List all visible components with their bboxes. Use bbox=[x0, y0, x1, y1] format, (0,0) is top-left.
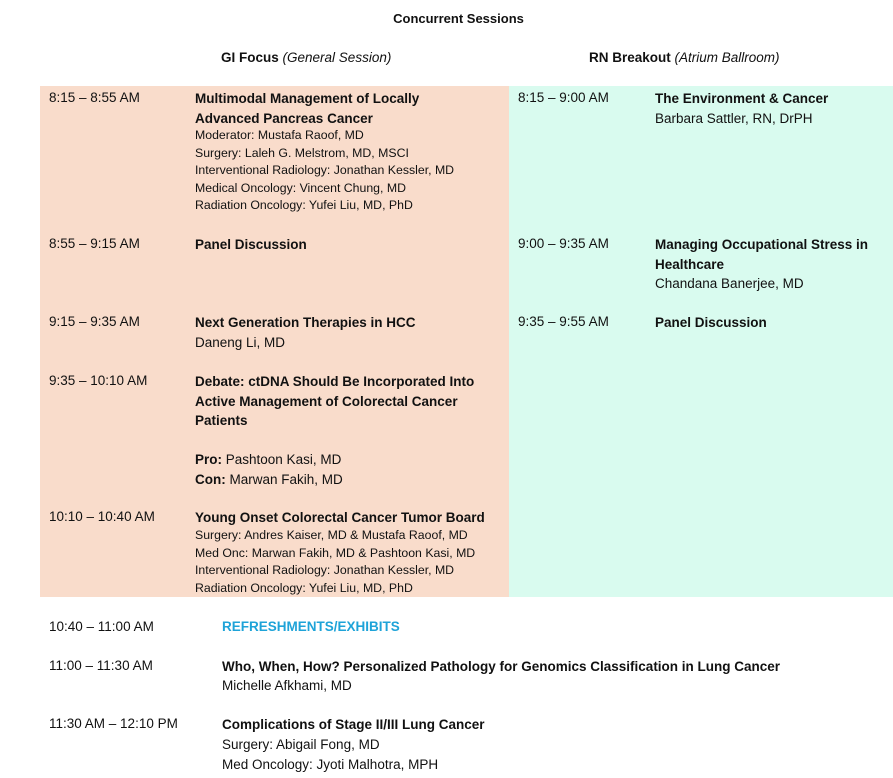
session-title: Managing Occupational Stress in Healthcare bbox=[655, 237, 869, 272]
gi-track-name: GI Focus bbox=[221, 50, 279, 65]
session-details: Surgery: Andres Kaiser, MD & Mustafa Raoof, MD Med Onc: Marwan Fakih, MD & Pashtoon Kasi, MD Interventional Radiology: Jonathan Kessler, MD Radiation Oncology: Yufei Liu, MD, PhD bbox=[195, 528, 476, 595]
session-time: 9:00 – 9:35 AM bbox=[518, 236, 609, 251]
rn-track-location: (Atrium Ballroom) bbox=[674, 50, 780, 65]
session-time: 9:15 – 9:35 AM bbox=[49, 314, 140, 329]
debate-con: Con: Marwan Fakih, MD bbox=[195, 472, 343, 487]
session-title: Multimodal Management of Locally Advanced Pancreas Cancer bbox=[195, 91, 420, 126]
session-title: Panel Discussion bbox=[195, 237, 307, 252]
session-time: 8:15 – 8:55 AM bbox=[49, 90, 140, 105]
session-time: 8:15 – 9:00 AM bbox=[518, 90, 609, 105]
gi-track-location: (General Session) bbox=[282, 50, 392, 65]
session-speaker: Barbara Sattler, RN, DrPH bbox=[655, 111, 813, 126]
session-speaker: Chandana Banerjee, MD bbox=[655, 276, 804, 291]
session-speaker: Michelle Afkhami, MD bbox=[222, 678, 352, 693]
refreshments-label: REFRESHMENTS/EXHIBITS bbox=[222, 619, 400, 634]
session-title: Panel Discussion bbox=[655, 315, 767, 330]
rn-column-background bbox=[509, 86, 893, 597]
session-time: 10:10 – 10:40 AM bbox=[49, 509, 155, 524]
session-time: 9:35 – 10:10 AM bbox=[49, 373, 148, 388]
session-time: 9:35 – 9:55 AM bbox=[518, 314, 609, 329]
session-time: 8:55 – 9:15 AM bbox=[49, 236, 140, 251]
session-title: Next Generation Therapies in HCC bbox=[195, 315, 416, 330]
session-title: Young Onset Colorectal Cancer Tumor Board bbox=[195, 510, 485, 525]
session-title: Who, When, How? Personalized Pathology for Genomics Classification in Lung Cancer bbox=[222, 659, 781, 674]
rn-track-name: RN Breakout bbox=[589, 50, 671, 65]
rn-column-title bbox=[589, 50, 780, 65]
session-time: 10:40 – 11:00 AM bbox=[49, 619, 154, 634]
gi-column-title bbox=[221, 50, 391, 65]
session-details: Surgery: Abigail Fong, MD Med Oncology: Jyoti Malhotra, MPH bbox=[222, 737, 439, 772]
session-speaker: Daneng Li, MD bbox=[195, 335, 286, 350]
session-title: The Environment & Cancer bbox=[655, 91, 829, 106]
session-time: 11:30 AM – 12:10 PM bbox=[49, 716, 178, 731]
session-title: Debate: ctDNA Should Be Incorporated Into Active Management of Colorectal Cancer Patients bbox=[195, 374, 475, 428]
session-time: 11:00 – 11:30 AM bbox=[49, 658, 153, 673]
session-details: Moderator: Mustafa Raoof, MD Surgery: Laleh G. Melstrom, MD, MSCI Interventional Radiology: Jonathan Kessler, MD Medical Oncology: Vincent Chung, MD Radiation Oncology: Yufei Liu, MD, PhD bbox=[195, 128, 455, 213]
page-title: Concurrent Sessions bbox=[393, 11, 524, 26]
session-title: Complications of Stage II/III Lung Cancer bbox=[222, 717, 485, 732]
debate-pro: Pro: Pashtoon Kasi, MD bbox=[195, 452, 342, 467]
